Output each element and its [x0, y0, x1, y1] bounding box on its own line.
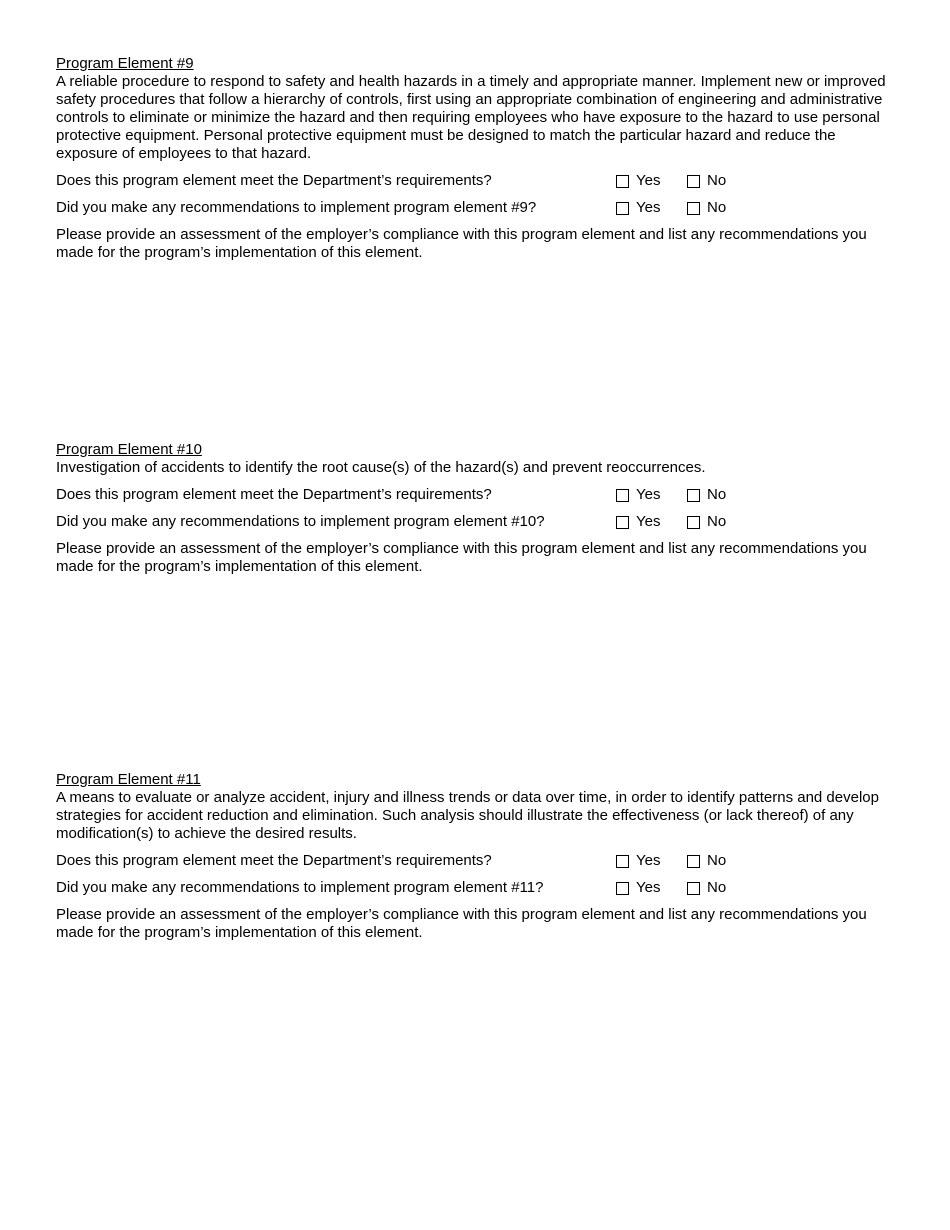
- yes-option[interactable]: [616, 199, 660, 217]
- no-label: No: [707, 879, 727, 896]
- question-text: Did you make any recommendations to implement program element #9?: [56, 199, 537, 216]
- program-element-11-section: [56, 771, 896, 942]
- no-label: No: [707, 486, 727, 503]
- section-title: Program Element #11: [56, 771, 201, 788]
- yes-option[interactable]: [616, 172, 660, 190]
- no-checkbox[interactable]: [687, 202, 700, 215]
- no-label: No: [707, 513, 727, 530]
- no-option[interactable]: [687, 879, 726, 897]
- yes-checkbox[interactable]: [616, 202, 629, 215]
- no-option[interactable]: [687, 199, 726, 217]
- yes-option[interactable]: [616, 513, 660, 531]
- program-element-10-section: [56, 441, 896, 576]
- section-description: A reliable procedure to respond to safety and health hazards in a timely and appropriate manner. Implement new or improved safety procedures that follow a hierarchy of controls, first using an appropriate combination of engineering and administrative controls to eliminate or minimize the hazard and then requiring employees who have exposure to the hazard to use personal protective equipment. Personal protective equipment must be designed to match the particular hazard and reduce the exposure of employees to that hazard.: [56, 73, 886, 162]
- question-meets-requirements: [56, 852, 896, 870]
- yes-label: Yes: [636, 199, 661, 216]
- question-text: Did you make any recommendations to implement program element #10?: [56, 513, 545, 530]
- yes-label: Yes: [636, 486, 661, 503]
- no-option[interactable]: [687, 486, 726, 504]
- yes-label: Yes: [636, 513, 661, 530]
- yes-label: Yes: [636, 852, 661, 869]
- yes-label: Yes: [636, 879, 661, 896]
- no-option[interactable]: [687, 172, 726, 190]
- yes-option[interactable]: [616, 852, 660, 870]
- yes-checkbox[interactable]: [616, 516, 629, 529]
- no-label: No: [707, 172, 727, 189]
- no-label: No: [707, 852, 727, 869]
- yes-option[interactable]: [616, 486, 660, 504]
- yes-checkbox[interactable]: [616, 855, 629, 868]
- question-recommendations: [56, 879, 896, 897]
- question-text: Does this program element meet the Department’s requirements?: [56, 172, 492, 189]
- yes-checkbox[interactable]: [616, 882, 629, 895]
- question-text: Does this program element meet the Department’s requirements?: [56, 852, 492, 869]
- section-title: Program Element #9: [56, 55, 194, 72]
- no-label: No: [707, 199, 727, 216]
- section-title: Program Element #10: [56, 441, 202, 458]
- question-recommendations: [56, 513, 896, 531]
- section-description: A means to evaluate or analyze accident, injury and illness trends or data over time, in order to identify patterns and develop strategies for accident reduction and elimination. Such analysis should illustrate the effectiveness (or lack thereof) of any modification(s) to achieve the desired results.: [56, 789, 879, 842]
- section-description: Investigation of accidents to identify the root cause(s) of the hazard(s) and prevent reoccurrences.: [56, 459, 706, 476]
- no-checkbox[interactable]: [687, 855, 700, 868]
- assessment-prompt: Please provide an assessment of the employer’s compliance with this program element and list any recommendations you made for the program’s implementation of this element.: [56, 906, 867, 941]
- question-text: Does this program element meet the Department’s requirements?: [56, 486, 492, 503]
- yes-checkbox[interactable]: [616, 175, 629, 188]
- yes-label: Yes: [636, 172, 661, 189]
- question-text: Did you make any recommendations to implement program element #11?: [56, 879, 544, 896]
- question-meets-requirements: [56, 486, 896, 504]
- no-checkbox[interactable]: [687, 489, 700, 502]
- no-checkbox[interactable]: [687, 516, 700, 529]
- yes-checkbox[interactable]: [616, 489, 629, 502]
- question-meets-requirements: [56, 172, 896, 190]
- assessment-prompt: Please provide an assessment of the employer’s compliance with this program element and list any recommendations you made for the program’s implementation of this element.: [56, 540, 867, 575]
- assessment-prompt: Please provide an assessment of the employer’s compliance with this program element and list any recommendations you made for the program’s implementation of this element.: [56, 226, 867, 261]
- no-option[interactable]: [687, 852, 726, 870]
- no-checkbox[interactable]: [687, 882, 700, 895]
- yes-option[interactable]: [616, 879, 660, 897]
- question-recommendations: [56, 199, 896, 217]
- program-element-9-section: [56, 55, 896, 262]
- no-option[interactable]: [687, 513, 726, 531]
- no-checkbox[interactable]: [687, 175, 700, 188]
